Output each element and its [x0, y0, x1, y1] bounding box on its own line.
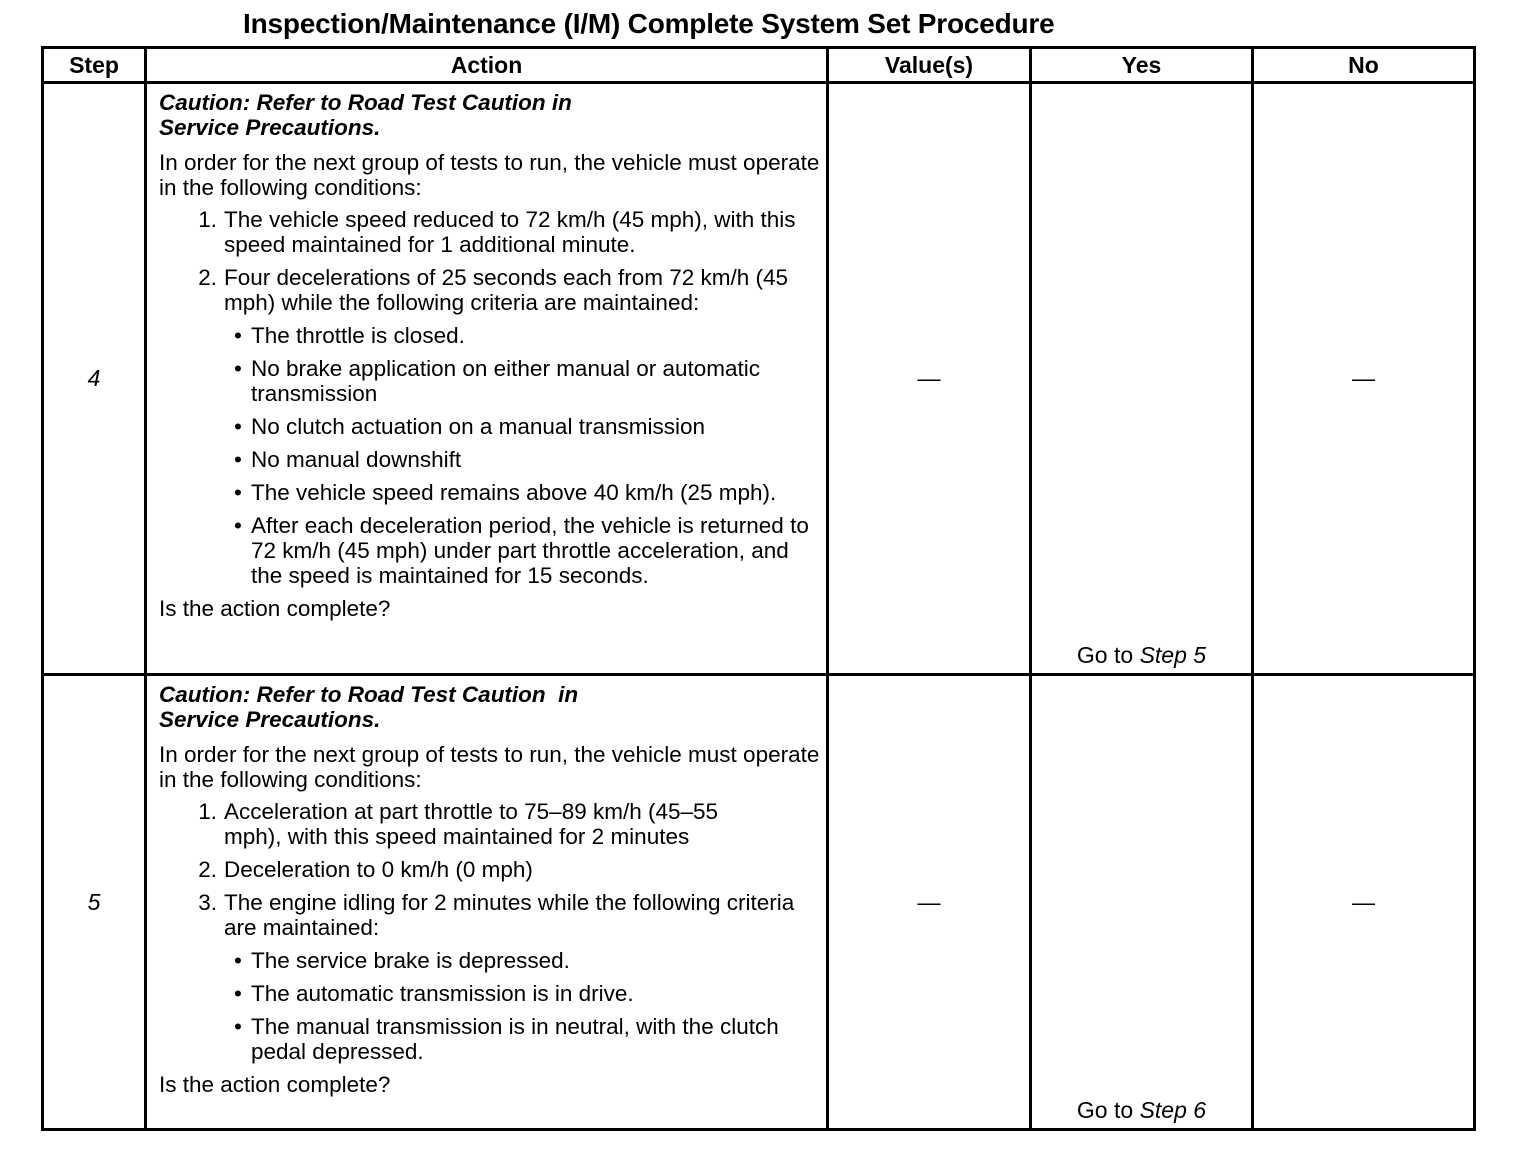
- intro-text: In order for the next group of tests to run, the vehicle must operate in the following conditions:: [159, 742, 820, 792]
- bullet-item: [225, 948, 820, 973]
- item-number: 3.: [198, 890, 217, 915]
- goto-step-link: [1032, 642, 1251, 669]
- question-text: Is the action complete?: [159, 596, 391, 621]
- item-number: 2.: [198, 857, 217, 882]
- value-cell: —: [828, 675, 1031, 1130]
- bullet-text: No clutch actuation on a manual transmission: [251, 414, 705, 439]
- item-text: The engine idling for 2 minutes while the following criteria are maintained:: [224, 890, 795, 940]
- header-step: Step: [43, 48, 146, 83]
- yes-cell: [1031, 83, 1253, 675]
- bullet-item: [225, 513, 820, 588]
- item-number: 1.: [198, 799, 217, 824]
- step-number: 4: [43, 83, 146, 675]
- bullet-dot: •: [234, 981, 242, 1006]
- step-row-5: [43, 675, 1475, 1130]
- bullet-dot: •: [234, 323, 242, 348]
- value-cell: —: [828, 83, 1031, 675]
- caution-line: Caution: Refer to Road Test Caution in: [159, 90, 572, 115]
- procedure-table: [41, 46, 1476, 1131]
- numbered-item: [159, 890, 820, 940]
- action-cell: [146, 83, 828, 675]
- goto-step-link: [1032, 1097, 1251, 1124]
- bullet-text: No brake application on either manual or automatic transmission: [251, 356, 761, 406]
- yes-cell: [1031, 675, 1253, 1130]
- bullet-dot: •: [234, 513, 242, 538]
- no-cell: —: [1253, 675, 1475, 1130]
- numbered-item: [159, 207, 820, 257]
- question-text: Is the action complete?: [159, 1072, 391, 1097]
- header-action: Action: [146, 48, 828, 83]
- numbered-item: [159, 265, 820, 315]
- caution-line: Service Precautions.: [159, 707, 381, 732]
- bullet-item: [225, 1014, 820, 1064]
- item-text: Acceleration at part throttle to 75–89 km/h (45–55 mph), with this speed maintained for 2 minutes: [224, 799, 719, 849]
- bullet-item: [225, 480, 820, 505]
- bullet-dot: •: [234, 356, 242, 381]
- bullet-text: After each deceleration period, the vehicle is returned to 72 km/h (45 mph) under part throttle acceleration, and the speed is maintained for 15 seconds.: [251, 513, 809, 588]
- bullet-dot: •: [234, 480, 242, 505]
- procedure-title: Inspection/Maintenance (I/M) Complete System Set Procedure: [243, 8, 1055, 39]
- numbered-item: [159, 799, 820, 849]
- step-row-4: [43, 83, 1475, 675]
- bullet-dot: •: [234, 1014, 242, 1039]
- bullet-dot: •: [234, 948, 242, 973]
- item-number: 1.: [198, 207, 217, 232]
- intro-text: In order for the next group of tests to run, the vehicle must operate in the following conditions:: [159, 150, 820, 200]
- bullet-text: The manual transmission is in neutral, with the clutch pedal depressed.: [251, 1014, 779, 1064]
- caution-line: Service Precautions.: [159, 115, 381, 140]
- numbered-item: [159, 857, 820, 882]
- bullet-text: The vehicle speed remains above 40 km/h (25 mph).: [251, 480, 777, 505]
- bullet-text: The throttle is closed.: [251, 323, 465, 348]
- item-text: Deceleration to 0 km/h (0 mph): [224, 857, 533, 882]
- item-text: The vehicle speed reduced to 72 km/h (45 mph), with this speed maintained for 1 additional minute.: [224, 207, 796, 257]
- header-row: [43, 48, 1475, 83]
- bullet-item: [225, 981, 820, 1006]
- goto-step-ref: Step 5: [1139, 642, 1207, 668]
- item-text: Four decelerations of 25 seconds each from 72 km/h (45 mph) while the following criteria are maintained:: [224, 265, 789, 315]
- goto-prefix: Go to: [1076, 642, 1134, 668]
- bullet-dot: •: [234, 414, 242, 439]
- bullet-dot: •: [234, 447, 242, 472]
- caution-line: Caution: Refer to Road Test Caution in: [159, 682, 579, 707]
- step-number: 5: [43, 675, 146, 1130]
- bullet-item: [225, 447, 820, 472]
- action-cell: [146, 675, 828, 1130]
- caution-text: [159, 682, 820, 732]
- header-values: Value(s): [828, 48, 1031, 83]
- bullet-item: [225, 414, 820, 439]
- goto-step-ref: Step 6: [1139, 1097, 1207, 1123]
- bullet-text: No manual downshift: [251, 447, 462, 472]
- bullet-text: The service brake is depressed.: [251, 948, 570, 973]
- bullet-item: [225, 323, 820, 348]
- header-yes: Yes: [1031, 48, 1253, 83]
- no-cell: —: [1253, 83, 1475, 675]
- goto-prefix: Go to: [1076, 1097, 1134, 1123]
- caution-text: [159, 90, 820, 140]
- item-number: 2.: [198, 265, 217, 290]
- header-no: No: [1253, 48, 1475, 83]
- bullet-text: The automatic transmission is in drive.: [251, 981, 634, 1006]
- bullet-item: [225, 356, 820, 406]
